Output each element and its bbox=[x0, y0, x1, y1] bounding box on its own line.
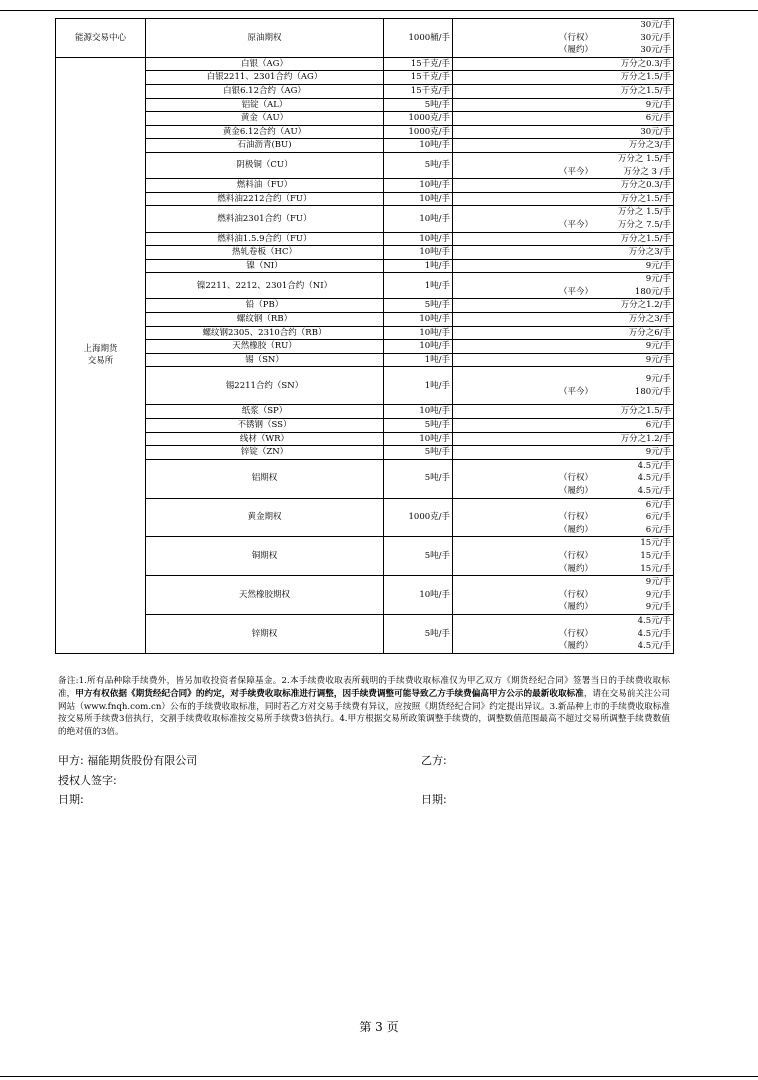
fee-line bbox=[455, 246, 671, 259]
fee-value: 6元/手 bbox=[645, 512, 671, 523]
fee-tag: （履约） bbox=[559, 524, 594, 535]
party-a-label: 甲方: 福能期货股份有限公司 bbox=[58, 754, 198, 767]
product-cell: 天然橡胶（RU） bbox=[146, 340, 384, 354]
fee-tag bbox=[455, 206, 618, 219]
fee-value: 15元/手 bbox=[640, 563, 671, 574]
fee-line bbox=[455, 85, 671, 98]
product-cell: 线材（WR） bbox=[146, 432, 384, 446]
fee-line bbox=[455, 273, 671, 286]
product-cell: 锌期权 bbox=[146, 614, 384, 653]
fee-line bbox=[455, 485, 671, 498]
product-cell: 纸浆（SP） bbox=[146, 405, 384, 419]
fee-tag bbox=[455, 327, 629, 340]
table-row bbox=[56, 139, 674, 153]
table-row bbox=[56, 259, 674, 273]
table-row bbox=[56, 273, 674, 299]
fee-value: 9元/手 bbox=[645, 99, 671, 110]
table-row bbox=[56, 152, 674, 178]
product-cell: 铅（PB） bbox=[146, 299, 384, 313]
fee-tag bbox=[455, 354, 646, 367]
unit-cell: 1吨/手 bbox=[384, 367, 453, 405]
product-cell: 燃料油2212合约（FU） bbox=[146, 192, 384, 206]
unit-cell: 5吨/手 bbox=[384, 98, 453, 112]
exchange-name-cell: 能源交易中心 bbox=[56, 19, 146, 58]
fee-tag: （平今） bbox=[559, 219, 594, 230]
fee-line bbox=[455, 563, 671, 576]
unit-cell: 5吨/手 bbox=[384, 152, 453, 178]
fee-value: 6元/手 bbox=[645, 113, 671, 124]
table-row bbox=[56, 246, 674, 260]
product-cell: 黄金期权 bbox=[146, 498, 384, 537]
product-cell: 螺纹钢（RB） bbox=[146, 313, 384, 327]
fee-line bbox=[455, 260, 671, 273]
fee-line bbox=[455, 460, 671, 473]
table-row bbox=[56, 98, 674, 112]
fee-line bbox=[455, 313, 671, 326]
unit-cell: 5吨/手 bbox=[384, 419, 453, 433]
fee-line bbox=[455, 511, 671, 524]
fee-value: 万分之1.5/手 bbox=[620, 85, 671, 96]
party-a-date-label: 日期: bbox=[58, 793, 84, 806]
fee-line bbox=[455, 419, 671, 432]
fee-line bbox=[455, 179, 671, 192]
fee-value: 9元/手 bbox=[645, 274, 671, 285]
fee-line bbox=[455, 576, 671, 589]
table-row bbox=[56, 405, 674, 419]
fee-line bbox=[455, 524, 671, 537]
bottom-rule bbox=[0, 1076, 758, 1077]
fee-value: 万分之1.5/手 bbox=[620, 72, 671, 83]
product-cell: 锌锭（ZN） bbox=[146, 446, 384, 460]
fee-tag bbox=[455, 179, 621, 192]
fee-value: 15元/手 bbox=[640, 538, 671, 549]
fee-value: 万分之 1.5/手 bbox=[617, 153, 671, 164]
product-cell: 铝期权 bbox=[146, 459, 384, 498]
fee-cell bbox=[453, 179, 674, 193]
fee-cell bbox=[453, 84, 674, 98]
fee-value: 30元/手 bbox=[640, 45, 671, 56]
product-cell: 镍（NI） bbox=[146, 259, 384, 273]
fee-value: 4.5元/手 bbox=[637, 615, 671, 626]
fee-cell bbox=[453, 432, 674, 446]
unit-cell: 1吨/手 bbox=[384, 259, 453, 273]
table-row bbox=[56, 299, 674, 313]
unit-cell: 1000桶/手 bbox=[384, 19, 453, 58]
table-row bbox=[56, 446, 674, 460]
fee-value: 万分之3/手 bbox=[628, 247, 671, 258]
fee-cell bbox=[453, 19, 674, 58]
fee-value: 万分之6/手 bbox=[628, 327, 671, 338]
fee-cell bbox=[453, 112, 674, 126]
table-row bbox=[56, 340, 674, 354]
fee-value: 万分之1.5/手 bbox=[620, 233, 671, 244]
fee-line bbox=[455, 32, 671, 45]
fee-cell bbox=[453, 576, 674, 615]
fee-line bbox=[455, 615, 671, 628]
fee-line bbox=[455, 139, 671, 152]
fee-tag bbox=[455, 58, 621, 71]
fee-tag: （行权） bbox=[559, 32, 594, 43]
fee-line bbox=[455, 153, 671, 166]
fee-cell bbox=[453, 259, 674, 273]
fee-tag bbox=[455, 576, 646, 589]
fee-table-body bbox=[56, 19, 674, 654]
fee-tag bbox=[455, 19, 640, 32]
fee-tag: （行权） bbox=[559, 550, 594, 561]
fee-line bbox=[455, 219, 671, 232]
fee-tag: （平今） bbox=[559, 166, 594, 177]
fee-tag bbox=[455, 446, 646, 459]
exchange-name-cell: 上海期货 交易所 bbox=[56, 57, 146, 653]
fee-value: 9元/手 bbox=[645, 589, 671, 600]
fee-cell bbox=[453, 299, 674, 313]
fee-tag bbox=[455, 273, 646, 286]
product-cell: 铜期权 bbox=[146, 537, 384, 576]
fee-value: 万分之 1.5/手 bbox=[617, 207, 671, 218]
fee-tag: （平今） bbox=[559, 286, 594, 297]
table-row bbox=[56, 125, 674, 139]
fee-tag: （行权） bbox=[559, 512, 594, 523]
fee-line bbox=[455, 640, 671, 653]
fee-cell bbox=[453, 98, 674, 112]
unit-cell: 10吨/手 bbox=[384, 246, 453, 260]
note-bold: 甲方有权依据《期货经纪合同》的约定，对手续费收取标准进行调整，因手续费调整可能导致乙方手续费偏高甲方公示的最新收取标准 bbox=[75, 688, 584, 699]
table-row bbox=[56, 326, 674, 340]
product-cell: 燃料油2301合约（FU） bbox=[146, 206, 384, 232]
fee-value: 4.5元/手 bbox=[637, 460, 671, 471]
fee-line bbox=[455, 589, 671, 602]
unit-cell: 10吨/手 bbox=[384, 340, 453, 354]
unit-cell: 15千克/手 bbox=[384, 57, 453, 71]
fee-tag bbox=[455, 299, 621, 312]
fee-value: 9元/手 bbox=[645, 602, 671, 613]
fee-tag bbox=[455, 193, 621, 206]
unit-cell: 5吨/手 bbox=[384, 446, 453, 460]
table-row bbox=[56, 192, 674, 206]
fee-value: 4.5元/手 bbox=[637, 641, 671, 652]
fee-line bbox=[455, 233, 671, 246]
fee-line bbox=[455, 327, 671, 340]
product-cell: 热轧卷板（HC） bbox=[146, 246, 384, 260]
fee-tag bbox=[455, 153, 618, 166]
unit-cell: 10吨/手 bbox=[384, 326, 453, 340]
fee-value: 30元/手 bbox=[640, 126, 671, 137]
unit-cell: 1000克/手 bbox=[384, 112, 453, 126]
fee-cell bbox=[453, 273, 674, 299]
fee-cell bbox=[453, 246, 674, 260]
fee-tag bbox=[455, 340, 646, 353]
unit-cell: 10吨/手 bbox=[384, 179, 453, 193]
fee-value: 万分之1.2/手 bbox=[620, 433, 671, 444]
fee-cell bbox=[453, 313, 674, 327]
product-cell: 石油沥青(BU) bbox=[146, 139, 384, 153]
table-row bbox=[56, 459, 674, 498]
fee-cell bbox=[453, 192, 674, 206]
fee-line bbox=[455, 71, 671, 84]
fee-value: 4.5元/手 bbox=[637, 473, 671, 484]
table-row bbox=[56, 419, 674, 433]
fee-line bbox=[455, 58, 671, 71]
fee-tag bbox=[455, 419, 646, 432]
fee-cell bbox=[453, 326, 674, 340]
fee-value: 万分之1.5/手 bbox=[620, 193, 671, 204]
product-cell: 白银2211、2301合约（AG） bbox=[146, 71, 384, 85]
fee-value: 9元/手 bbox=[645, 447, 671, 458]
table-row bbox=[56, 19, 674, 58]
note-part-1: 备注:1.所有品种除手续费外，皆另加收投资者保障基金。2.本手续费收取表所载明的手续费收取标准仅为甲乙双方《期货经纪合同》签署当日的手续费收取标准， bbox=[58, 676, 670, 699]
table-row bbox=[56, 432, 674, 446]
table-row bbox=[56, 71, 674, 85]
fee-tag: （履约） bbox=[559, 641, 594, 652]
unit-cell: 10吨/手 bbox=[384, 405, 453, 419]
product-cell: 阴极铜（CU） bbox=[146, 152, 384, 178]
product-cell: 不锈钢（SS） bbox=[146, 419, 384, 433]
unit-cell: 10吨/手 bbox=[384, 192, 453, 206]
fee-tag bbox=[455, 615, 638, 628]
fee-value: 9元/手 bbox=[645, 374, 671, 385]
table-row bbox=[56, 614, 674, 653]
fee-tag bbox=[455, 537, 640, 550]
fee-line bbox=[455, 19, 671, 32]
fee-tag bbox=[455, 499, 646, 512]
unit-cell: 10吨/手 bbox=[384, 576, 453, 615]
fee-value: 万分之3/手 bbox=[628, 314, 671, 325]
product-cell: 螺纹钢2305、2310合约（RB） bbox=[146, 326, 384, 340]
product-cell: 白银6.12合约（AG） bbox=[146, 84, 384, 98]
fee-tag: （行权） bbox=[559, 589, 594, 600]
fee-tag bbox=[455, 373, 646, 386]
fee-tag bbox=[455, 99, 646, 112]
fee-line bbox=[455, 386, 671, 399]
fee-cell bbox=[453, 206, 674, 232]
fee-value: 6元/手 bbox=[645, 420, 671, 431]
fee-line bbox=[455, 446, 671, 459]
note-part-2: ，请在交易前关注公司网站（www.fnqh.com.cn）公布的手续费收取标准，同时若乙方对交易手续费有异议，应按照《期货经纪合同》约定提出异议。3.新品种上市的手续费收取标准按交易所手续费3倍执行，交割手续费收取标准按交易所手续费3倍执行。4.甲方根据交易所政策调整手续费的，调整数值范围最高不超过交易所调整手续费数值的绝对值的3倍。 bbox=[58, 688, 670, 738]
fee-cell bbox=[453, 57, 674, 71]
fee-line bbox=[455, 299, 671, 312]
table-row bbox=[56, 57, 674, 71]
unit-cell: 10吨/手 bbox=[384, 139, 453, 153]
fee-value: 6元/手 bbox=[645, 499, 671, 510]
fee-cell bbox=[453, 405, 674, 419]
unit-cell: 5吨/手 bbox=[384, 459, 453, 498]
table-row bbox=[56, 232, 674, 246]
unit-cell: 1吨/手 bbox=[384, 273, 453, 299]
fee-tag: （行权） bbox=[559, 628, 594, 639]
top-rule bbox=[0, 10, 758, 11]
unit-cell: 10吨/手 bbox=[384, 232, 453, 246]
table-row bbox=[56, 179, 674, 193]
fee-tag bbox=[455, 112, 646, 125]
product-cell: 锡（SN） bbox=[146, 353, 384, 367]
fee-value: 6元/手 bbox=[645, 524, 671, 535]
fee-line bbox=[455, 601, 671, 614]
unit-cell: 1000克/手 bbox=[384, 498, 453, 537]
fee-line bbox=[455, 99, 671, 112]
fee-table bbox=[55, 18, 674, 654]
fee-cell bbox=[453, 232, 674, 246]
fee-tag bbox=[455, 405, 621, 418]
fee-value: 万分之1.2/手 bbox=[620, 300, 671, 311]
product-cell: 锡2211合约（SN） bbox=[146, 367, 384, 405]
unit-cell: 10吨/手 bbox=[384, 432, 453, 446]
fee-tag bbox=[455, 433, 621, 446]
product-cell: 天然橡胶期权 bbox=[146, 576, 384, 615]
fee-value: 万分之3/手 bbox=[628, 140, 671, 151]
party-b-label: 乙方: bbox=[421, 754, 447, 767]
fee-value: 9元/手 bbox=[645, 260, 671, 271]
fee-tag bbox=[455, 460, 638, 473]
fee-tag bbox=[455, 246, 629, 259]
product-cell: 黄金6.12合约（AU） bbox=[146, 125, 384, 139]
fee-cell bbox=[453, 125, 674, 139]
party-b-date-label: 日期: bbox=[421, 793, 447, 806]
fee-cell bbox=[453, 537, 674, 576]
fee-tag: （履约） bbox=[559, 486, 594, 496]
fee-value: 万分之0.3/手 bbox=[620, 58, 671, 69]
fee-line bbox=[455, 550, 671, 563]
fee-tag bbox=[455, 260, 646, 273]
fee-line bbox=[455, 286, 671, 299]
authorized-signature-label: 授权人签字: bbox=[58, 774, 117, 787]
fee-line bbox=[455, 373, 671, 386]
fee-value: 万分之1.5/手 bbox=[620, 406, 671, 417]
fee-value: 万分之 7.5/手 bbox=[617, 219, 671, 230]
fee-value: 15元/手 bbox=[640, 550, 671, 561]
table-row bbox=[56, 206, 674, 232]
fee-tag bbox=[455, 126, 640, 139]
unit-cell: 15千克/手 bbox=[384, 71, 453, 85]
fee-cell bbox=[453, 498, 674, 537]
fee-cell bbox=[453, 340, 674, 354]
fee-tag: （履约） bbox=[559, 602, 594, 613]
product-cell: 黄金（AU） bbox=[146, 112, 384, 126]
fee-tag: （履约） bbox=[559, 45, 594, 56]
table-row bbox=[56, 537, 674, 576]
fee-line bbox=[455, 166, 671, 179]
fee-value: 4.5元/手 bbox=[637, 628, 671, 639]
fee-value: 30元/手 bbox=[640, 20, 671, 30]
fee-tag: （履约） bbox=[559, 563, 594, 574]
table-row bbox=[56, 84, 674, 98]
product-cell: 白银（AG） bbox=[146, 57, 384, 71]
fee-line bbox=[455, 537, 671, 550]
fee-line bbox=[455, 628, 671, 641]
product-cell: 铝锭（AL） bbox=[146, 98, 384, 112]
page-number: 第 3 页 bbox=[359, 1020, 399, 1034]
unit-cell: 15千克/手 bbox=[384, 84, 453, 98]
fee-value: 9元/手 bbox=[645, 354, 671, 365]
table-row bbox=[56, 112, 674, 126]
fee-line bbox=[455, 126, 671, 139]
fee-cell bbox=[453, 367, 674, 405]
fee-cell bbox=[453, 139, 674, 153]
unit-cell: 10吨/手 bbox=[384, 206, 453, 232]
table-row bbox=[56, 576, 674, 615]
table-row bbox=[56, 313, 674, 327]
fee-value: 万分之 3 /手 bbox=[623, 166, 671, 177]
fee-tag bbox=[455, 139, 629, 152]
product-cell: 镍2211、2212、2301合约（NI） bbox=[146, 273, 384, 299]
fee-tag bbox=[455, 85, 621, 98]
fee-cell bbox=[453, 446, 674, 460]
fee-cell bbox=[453, 419, 674, 433]
fee-line bbox=[455, 499, 671, 512]
fee-line bbox=[455, 112, 671, 125]
unit-cell: 1000克/手 bbox=[384, 125, 453, 139]
fee-value: 4.5元/手 bbox=[637, 486, 671, 496]
product-cell: 燃料油1.5.9合约（FU） bbox=[146, 232, 384, 246]
fee-line bbox=[455, 193, 671, 206]
fee-cell bbox=[453, 459, 674, 498]
fee-cell bbox=[453, 71, 674, 85]
unit-cell: 1吨/手 bbox=[384, 353, 453, 367]
fee-value: 180元/手 bbox=[634, 286, 671, 297]
remarks-note bbox=[58, 675, 670, 739]
fee-value: 万分之0.3/手 bbox=[620, 180, 671, 191]
table-row bbox=[56, 498, 674, 537]
fee-cell bbox=[453, 152, 674, 178]
fee-line bbox=[455, 44, 671, 57]
unit-cell: 10吨/手 bbox=[384, 313, 453, 327]
fee-value: 9元/手 bbox=[645, 341, 671, 352]
unit-cell: 5吨/手 bbox=[384, 614, 453, 653]
fee-value: 30元/手 bbox=[640, 32, 671, 43]
fee-line bbox=[455, 340, 671, 353]
product-cell: 燃料油（FU） bbox=[146, 179, 384, 193]
fee-tag bbox=[455, 71, 621, 84]
unit-cell: 5吨/手 bbox=[384, 299, 453, 313]
fee-line bbox=[455, 472, 671, 485]
fee-tag: （行权） bbox=[559, 473, 594, 484]
table-row bbox=[56, 367, 674, 405]
product-cell: 原油期权 bbox=[146, 19, 384, 58]
fee-line bbox=[455, 405, 671, 418]
fee-cell bbox=[453, 614, 674, 653]
fee-cell bbox=[453, 353, 674, 367]
fee-tag bbox=[455, 313, 629, 326]
fee-tag bbox=[455, 233, 621, 246]
fee-value: 9元/手 bbox=[645, 577, 671, 588]
fee-line bbox=[455, 354, 671, 367]
fee-line bbox=[455, 206, 671, 219]
table-row bbox=[56, 353, 674, 367]
fee-tag: （平今） bbox=[559, 386, 594, 397]
fee-value: 180元/手 bbox=[634, 386, 671, 397]
fee-line bbox=[455, 433, 671, 446]
unit-cell: 5吨/手 bbox=[384, 537, 453, 576]
